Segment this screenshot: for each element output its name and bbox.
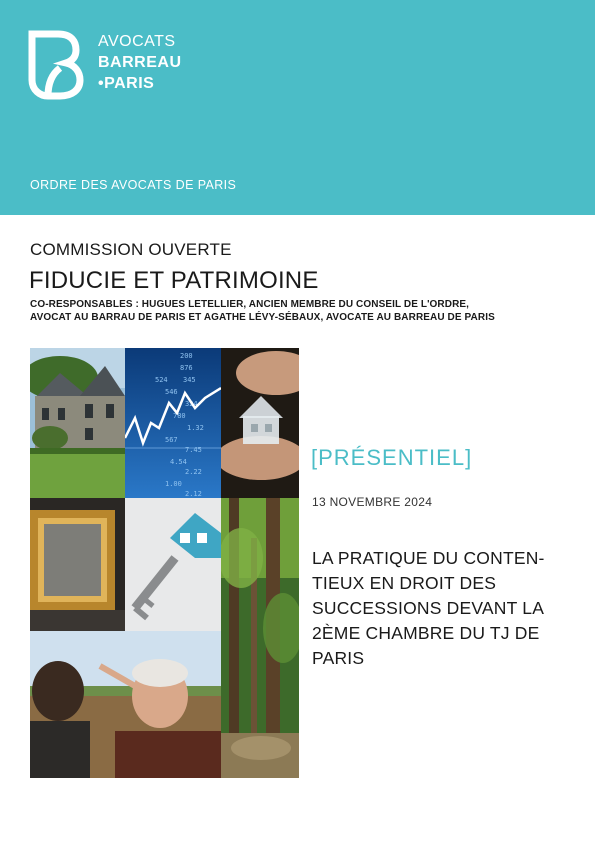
coresponsables-text xyxy=(30,298,495,324)
svg-text:4.54: 4.54 xyxy=(170,458,187,466)
header-banner xyxy=(0,0,595,215)
svg-text:780: 780 xyxy=(173,412,186,420)
mode-label: PRÉSENTIEL xyxy=(318,445,466,470)
event-title-line: LA PRATIQUE DU CONTEN- xyxy=(312,548,545,568)
barreau-logo-icon xyxy=(28,28,84,100)
event-title-line: TIEUX EN DROIT DES xyxy=(312,573,497,593)
svg-text:567: 567 xyxy=(165,436,178,444)
svg-text:1.00: 1.00 xyxy=(165,480,182,488)
glass-house-in-hands-photo xyxy=(221,348,299,498)
svg-text:2.22: 2.22 xyxy=(185,468,202,476)
commission-title: FIDUCIE ET PATRIMOINE xyxy=(29,267,319,294)
photo-collage xyxy=(30,348,299,778)
event-title-line: PARIS xyxy=(312,648,365,668)
svg-text:546: 546 xyxy=(165,388,178,396)
event-title-line: 2ÈME CHAMBRE DU TJ DE xyxy=(312,623,540,643)
logo-barreau: BARREAU xyxy=(98,54,182,71)
event-title xyxy=(312,546,572,671)
svg-text:2.12: 2.12 xyxy=(185,490,202,498)
mode-bracket-close: ] xyxy=(465,445,473,470)
coresponsables-line-1: CO-RESPONSABLES : HUGUES LETELLIER, ANCIEN MEMBRE DU CONSEIL DE L'ORDRE, xyxy=(30,299,470,310)
event-title-line: SUCCESSIONS DEVANT LA xyxy=(312,598,545,618)
empty-gilded-frame-photo xyxy=(30,498,125,631)
svg-text:324: 324 xyxy=(185,400,198,408)
svg-text:345: 345 xyxy=(183,376,196,384)
house-key-photo xyxy=(125,498,221,631)
logo-paris: •PARIS xyxy=(98,75,155,92)
manor-house-photo xyxy=(30,348,125,498)
svg-text:1.32: 1.32 xyxy=(187,424,204,432)
svg-text:876: 876 xyxy=(180,364,193,372)
ordre-label: ORDRE DES AVOCATS DE PARIS xyxy=(30,178,237,192)
mode-bracket-open: [ xyxy=(311,445,319,470)
commission-label: COMMISSION OUVERTE xyxy=(30,240,232,259)
forest-photo xyxy=(221,498,299,778)
coresponsables-line-2: AVOCAT AU BARRAU DE PARIS ET AGATHE LÉVY-SÉBAUX, AVOCATE AU BARREAU DE PARIS xyxy=(30,312,495,323)
men-in-field-photo xyxy=(30,631,221,778)
logo-avocats: AVOCATS xyxy=(98,33,176,50)
logo-text xyxy=(98,31,182,94)
event-date: 13 NOVEMBRE 2024 xyxy=(312,495,433,509)
svg-text:7.45: 7.45 xyxy=(185,446,202,454)
event-mode xyxy=(311,445,472,471)
svg-text:200: 200 xyxy=(180,352,193,360)
svg-text:524: 524 xyxy=(155,376,168,384)
stock-chart-photo xyxy=(125,348,221,498)
